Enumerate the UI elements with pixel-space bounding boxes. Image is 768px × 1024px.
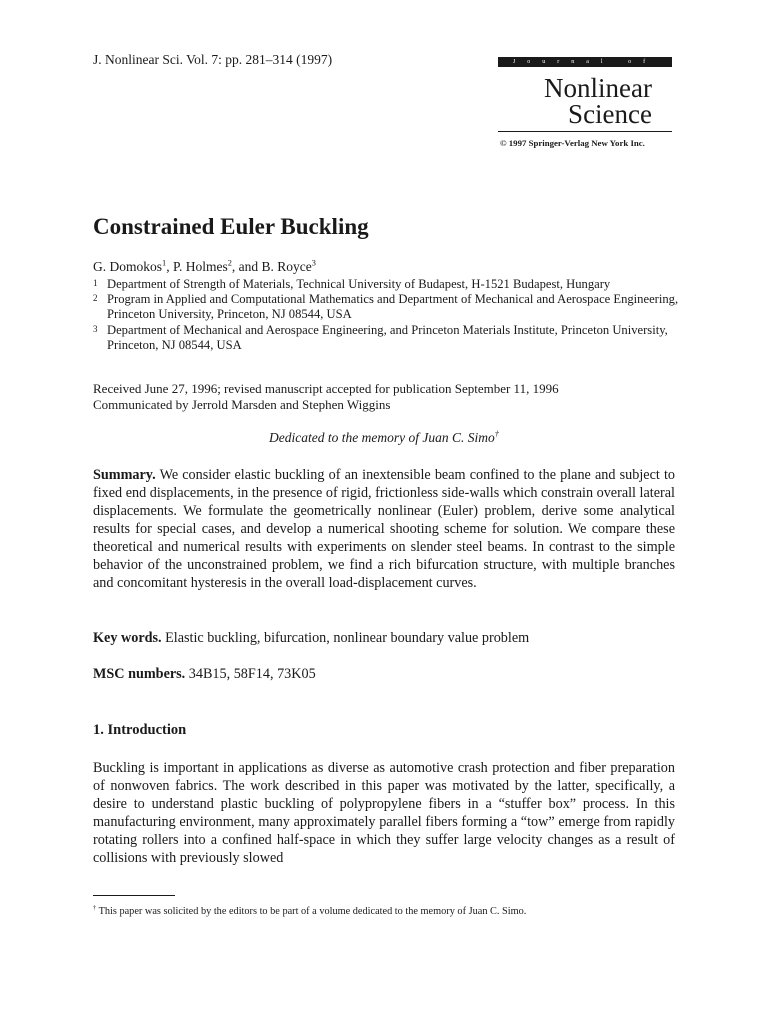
affiliation-number: 1 (93, 278, 98, 288)
affiliation-item (93, 292, 683, 322)
author-separator: , and (231, 259, 262, 274)
dedication-text: Dedicated to the memory of Juan C. Simo (269, 430, 495, 445)
keywords-label: Key words. (93, 630, 162, 646)
intro-paragraph: Buckling is important in applications as diverse as automotive crash protection and fiber preparation of nonwoven fabrics. The work described in this paper was motivated by the latter, specifically, a desire to understand plastic buckling of polypropylene fibers in a “stuffer box” process. In this manufacturing environment, many approximately parallel fibers forming a “tow” emerge from rapidly rotating rollers into a confined half-space in which they suffer large velocity changes as a result of collisions with previously slowed (93, 760, 675, 866)
dedication (93, 430, 675, 446)
journal-logo-bar: Journal of (498, 57, 672, 67)
author-separator: , (166, 259, 173, 274)
journal-citation: J. Nonlinear Sci. Vol. 7: pp. 281–314 (1997) (93, 52, 333, 67)
author-name: B. Royce (261, 259, 312, 274)
received-info (93, 381, 683, 413)
paper-title: Constrained Euler Buckling (93, 214, 369, 239)
affiliation-text: Department of Mechanical and Aerospace Engineering, and Princeton Materials Institute, Princeton University, Princeton, NJ 08544, USA (107, 322, 668, 352)
author-list (93, 259, 316, 275)
author-name: P. Holmes (172, 259, 228, 274)
section-heading: 1. Introduction (93, 722, 187, 738)
footnote (93, 905, 683, 919)
footnote-text: This paper was solicited by the editors to be part of a volume dedicated to the memory of Juan C. Simo. (98, 906, 527, 917)
copyright: © 1997 Springer-Verlag New York Inc. (500, 138, 645, 148)
affiliation-number: 2 (93, 293, 98, 304)
msc-text: 34B15, 58F14, 73K05 (188, 666, 316, 682)
received-dates: Received June 27, 1996; revised manuscript accepted for publication September 11, 1996 (93, 381, 559, 396)
msc-label: MSC numbers. (93, 666, 186, 682)
author-sup: 3 (311, 258, 316, 268)
affiliation-list (93, 277, 683, 353)
journal-name (498, 75, 672, 127)
footnote-mark: † (93, 904, 97, 912)
keywords-text: Elastic buckling, bifurcation, nonlinear boundary value problem (165, 630, 530, 646)
summary-paragraph (93, 466, 675, 592)
footnote-rule (93, 895, 175, 896)
summary-text: We consider elastic buckling of an inextensible beam confined to the plane and subject to fixed end displacements, in the presence of rigid, frictionless side-walls which constrain overall lateral displacements. We formulate the geometrically nonlinear (Euler) problem, derive some analytical results for special cases, and develop a numerical shooting scheme for solution. We compare these theoretical and numerical results with experiments on slender steel beams. In contrast to the simple behavior of the unconstrained problem, we find a rich bifurcation structure, with multiple branches and concomitant hysteresis in the overall load-displacement curves. (93, 467, 675, 591)
author-sup: 1 (162, 258, 167, 268)
communicated-by: Communicated by Jerrold Marsden and Stephen Wiggins (93, 397, 391, 412)
affiliation-item (93, 323, 683, 353)
affiliation-number: 3 (93, 323, 98, 334)
author-sup: 2 (227, 258, 232, 268)
journal-logo (498, 57, 672, 148)
summary-label: Summary. (93, 467, 156, 483)
affiliation-item (93, 277, 683, 292)
journal-name-line2: Science (568, 99, 652, 129)
keywords-line (93, 629, 675, 647)
msc-line (93, 665, 675, 683)
journal-rule (498, 131, 672, 132)
author-name: G. Domokos (93, 259, 163, 274)
affiliation-text: Program in Applied and Computational Mathematics and Department of Mechanical and Aerospace Engineering, Princeton University, Princeton, NJ 08544, USA (107, 292, 679, 322)
journal-name-line1: Nonlinear (544, 73, 652, 103)
dedication-mark: † (494, 429, 499, 439)
affiliation-text: Department of Strength of Materials, Technical University of Budapest, H-1521 Budapest, Hungary (107, 277, 611, 291)
